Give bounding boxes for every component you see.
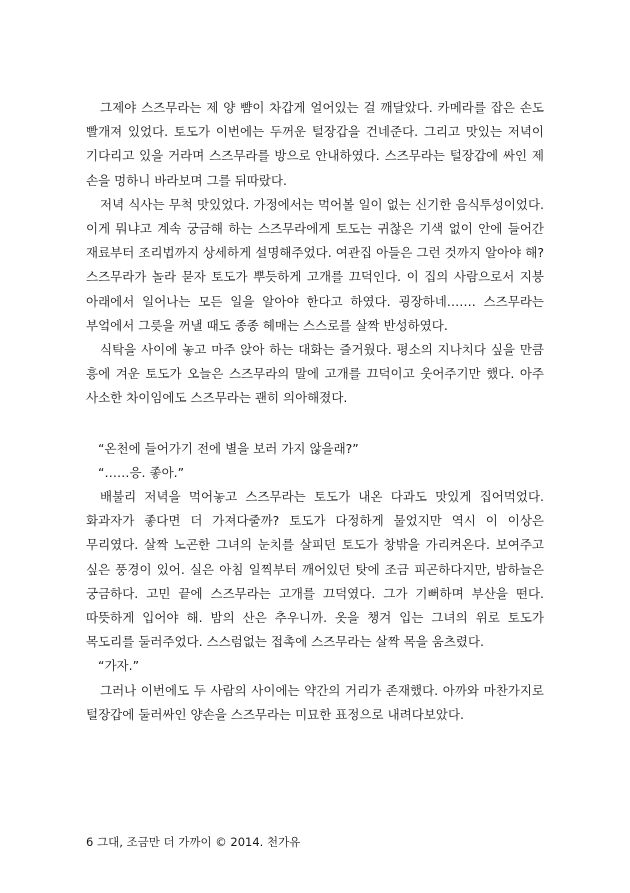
section-break	[86, 411, 544, 437]
dialogue-line: “온천에 들어가기 전에 별을 보러 가지 않을래?”	[98, 440, 359, 456]
paragraph: 배불리 저녁을 먹어놓고 스즈무라는 토도가 내온 다과도 맛있게 집어먹었다. 화과자가 좋다면 더 가져다줄까? 토도가 다정하게 물었지만 역시 이 이상은 무리였다. 살짝 노곤한 그녀의 눈치를 살피던 토도가 창밖을 가리켜온다. 보여주고 싶은 풍경이 있어. 실은 아침 일찍부터 깨어있던 탓에 조금 피곤하다지만, 밤하늘은 궁금하다. 고민 끝에 스즈무라는 고개를 끄덕였다. 그가 기뻐하며 부산을 떤다. 따뜻하게 입어야 해. 밤의 산은 추우니까. 옷을 챙겨 입는 그녀의 위로 토도가 목도리를 둘러주었다. 스스럼없는 접촉에 스즈무라는 살짝 목을 움츠렸다.	[86, 489, 544, 650]
paragraph: 그러나 이번에도 두 사람의 사이에는 약간의 거리가 존재했다. 아까와 마찬가지로 털장갑에 둘러싸인 양손을 스즈무라는 미묘한 표정으로 내려다보았다.	[86, 682, 544, 722]
dialogue-line: “……응. 좋아.”	[98, 464, 185, 480]
paragraph: 식탁을 사이에 놓고 마주 앉아 하는 대화는 즐거웠다. 평소의 지나치다 싶을 만큼 흥에 겨운 토도가 오늘은 스즈무라의 말에 고개를 끄덕이고 웃어주기만 했다. 아주 사소한 차이임에도 스즈무라는 괜히 의아해졌다.	[86, 342, 544, 406]
dialogue-line: “가자.”	[98, 658, 140, 674]
page-footer: 6 그대, 조금만 더 가까이 © 2014. 천가유	[86, 835, 301, 849]
body-text	[86, 96, 544, 727]
paragraph: 그제야 스즈무라는 제 양 뺨이 차갑게 얼어있는 걸 깨달았다. 카메라를 잡은 손도 빨개져 있었다. 토도가 이번에는 두꺼운 털장갑을 건네준다. 그리고 맛있는 저녁이 기다리고 있을 거라며 스즈무라를 방으로 안내하였다. 스즈무라는 털장갑에 싸인 제 손을 멍하니 바라보며 그를 뒤따랐다.	[86, 100, 544, 188]
paragraph: 저녁 식사는 무척 맛있었다. 가정에서는 먹어볼 일이 없는 신기한 음식투성이었다. 이게 뭐냐고 계속 궁금해 하는 스즈무라에게 토도는 귀찮은 기색 없이 안에 들어간 재료부터 조리법까지 상세하게 설명해주었다. 여관집 아들은 그런 것까지 알아야 해? 스즈무라가 놀라 묻자 토도가 뿌듯하게 고개를 끄덕인다. 이 집의 사람으로서 지붕 아래에서 일어나는 모든 일을 알아야 한다고 하였다. 굉장하네……. 스즈무라는 부엌에서 그릇을 꺼낼 때도 종종 헤매는 스스로를 살짝 반성하였다.	[86, 196, 544, 333]
